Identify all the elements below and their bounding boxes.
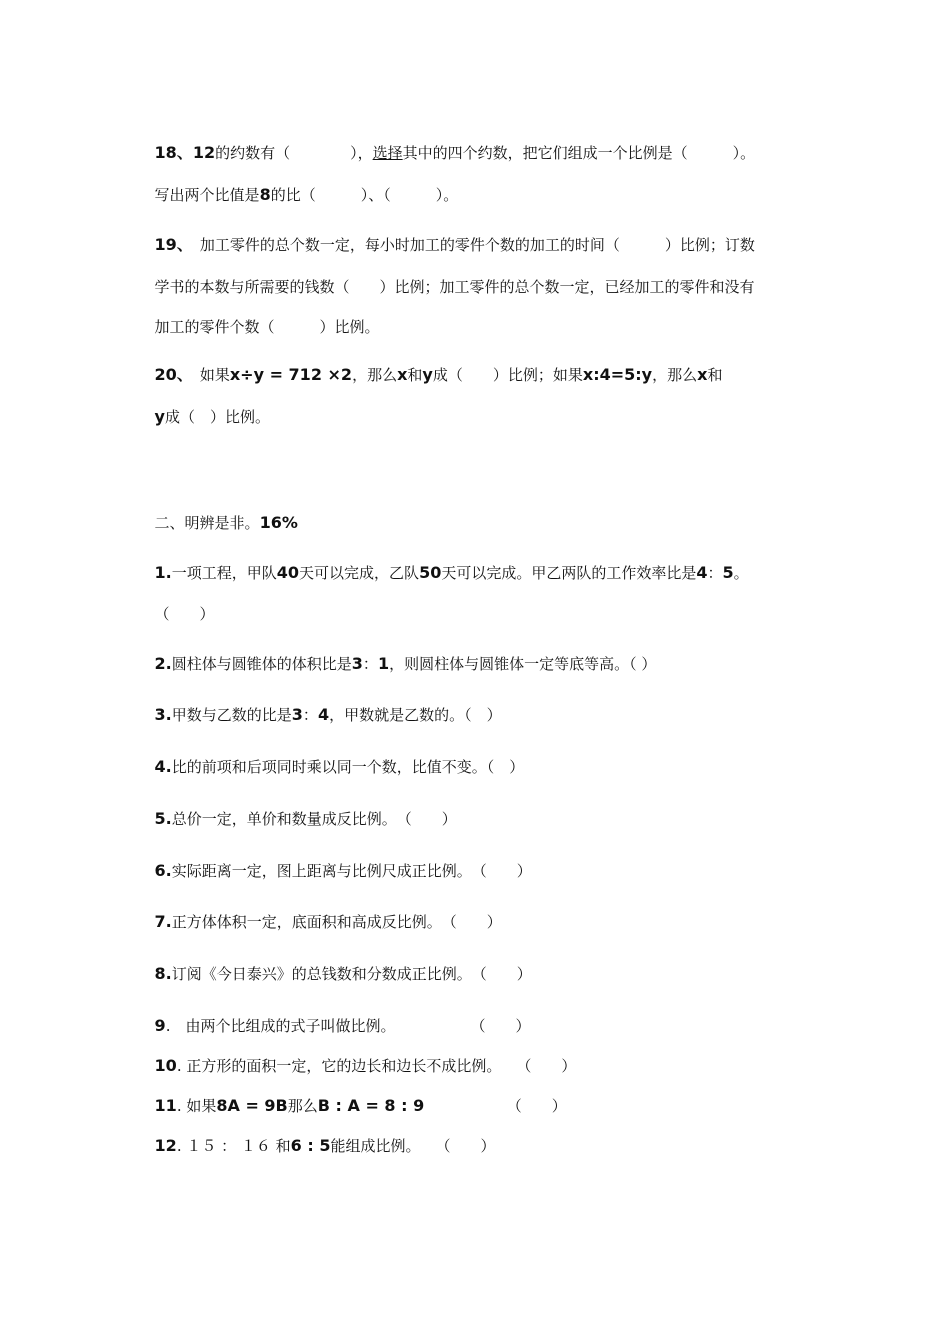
section2-heading-text: 二、明辨是非。 [154, 514, 260, 532]
q20-t6: 和 [707, 366, 723, 384]
item-number: 9 [154, 1016, 166, 1035]
tf-item-2 [145, 634, 656, 674]
q18-number: 18、 [154, 143, 193, 162]
item-value: 8A = 9B [216, 1096, 288, 1115]
tf-item-11 [145, 1076, 567, 1116]
q20-line2 [145, 387, 270, 427]
q18-line1 [145, 123, 755, 163]
tf-item-6 [145, 841, 532, 881]
item-value: 4 [317, 705, 330, 724]
item-number: 5. [154, 809, 172, 828]
q18-text2: 其中的四个约数，把它们组成一个比例是（ ）。 [402, 144, 756, 162]
item-value: 3 [291, 705, 303, 724]
item-value: 50 [419, 563, 442, 582]
tf-item-12 [145, 1116, 495, 1156]
item-text: 那么 [287, 1097, 318, 1115]
q20-expr1: x÷y = 712 ×2 [229, 365, 353, 384]
q20-y: y [422, 365, 433, 384]
tf-item-7 [145, 892, 502, 932]
item-text: . 如果 [176, 1097, 217, 1115]
q20-expr2: x:4=5:y [582, 365, 653, 384]
q18-n12: 12 [192, 143, 216, 162]
tf-item-10 [145, 1036, 576, 1076]
item-text: ： [362, 655, 378, 673]
q19-text2: 学书的本数与所需要的钱数（ ）比例；加工零件的总个数一定，已经加工的零件和没有 [154, 278, 755, 296]
item-text: 总价一定，单价和数量成反比例。 （ ） [171, 810, 457, 828]
item-value: 40 [276, 563, 300, 582]
q20-x2: x [697, 365, 708, 384]
q18-underlined-word: 选择 [372, 144, 403, 162]
q20-t1: 如果 [184, 366, 230, 384]
q20-x: x [397, 365, 408, 384]
q20-t4: 成（ ）比例；如果 [432, 366, 583, 384]
tf-item-3 [145, 685, 502, 725]
item-text: 订阅《今日泰兴》的总钱数和分数成正比例。 （ ） [171, 965, 532, 983]
item-number: 7. [154, 912, 172, 931]
tf-item-9 [145, 996, 530, 1036]
q20-t2: ，那么 [352, 366, 398, 384]
item-number: 1. [154, 563, 172, 582]
item-text: ： [302, 706, 318, 724]
tf-item-1-continued [145, 584, 215, 624]
item-text: 实际距离一定，图上距离与比例尺成正比例。 （ ） [171, 862, 532, 880]
tf-item-8 [145, 944, 532, 984]
q19-line3 [145, 297, 380, 337]
q20-number: 20、 [154, 365, 185, 384]
item-text: ： [707, 564, 723, 582]
tf-item-1 [145, 543, 749, 583]
item-text: 天可以完成。甲乙两队的工作效率比是 [441, 564, 697, 582]
q18-line2-b: 的比（ ）、（ ）。 [270, 186, 459, 204]
item-number: 10 [154, 1056, 177, 1075]
item-number: 6. [154, 861, 172, 880]
item-value: 1 [377, 654, 390, 673]
item-text: ，甲数就是乙数的。（ ） [329, 706, 502, 724]
tf-item-5 [145, 789, 457, 829]
q20-y2: y [154, 407, 165, 426]
item-value: B : A = 8 : 9 [317, 1096, 425, 1115]
item-value: 5 [722, 563, 734, 582]
item-text: 一项工程，甲队 [171, 564, 277, 582]
answer-parentheses: （ ） [154, 605, 215, 623]
item-number: 8. [154, 964, 172, 983]
q20-t7: 成（ ）比例。 [164, 408, 270, 426]
item-value: 4 [696, 563, 708, 582]
item-number: 4. [154, 757, 172, 776]
item-text: 圆柱体与圆锥体的体积比是 [171, 655, 352, 673]
q18-n8: 8 [259, 185, 271, 204]
q19-number: 19、 [154, 235, 185, 254]
item-text: 能组成比例。 （ ） [330, 1137, 496, 1155]
item-number: 2. [154, 654, 172, 673]
q18-line2 [145, 165, 458, 205]
item-text: 。 [733, 564, 749, 582]
item-text: . １５ ： １６ 和 [176, 1137, 291, 1155]
item-text: 比的前项和后项同时乘以同一个数，比值不变。（ ） [171, 758, 525, 776]
q18-line2-a: 写出两个比值是 [154, 186, 260, 204]
section2-heading [145, 493, 298, 533]
q18-text1: 的约数有（ ）， [215, 144, 373, 162]
tf-item-4 [145, 737, 524, 777]
q20-line1 [145, 345, 722, 385]
item-text: 天可以完成，乙队 [299, 564, 420, 582]
item-text: . 由两个比组成的式子叫做比例。 （ ） [165, 1017, 531, 1035]
item-text: ，则圆柱体与圆锥体一定等底等高。（ ） [389, 655, 657, 673]
q20-t5: ，那么 [652, 366, 698, 384]
section2-heading-pct: 16% [259, 513, 298, 532]
item-text: 甲数与乙数的比是 [171, 706, 292, 724]
q20-t3: 和 [407, 366, 423, 384]
q19-line1 [145, 215, 755, 255]
item-value: 6 : 5 [290, 1136, 331, 1155]
item-text: 正方体体积一定，底面积和高成反比例。 （ ） [171, 913, 502, 931]
item-number: 3. [154, 705, 172, 724]
q19-line2 [145, 257, 755, 297]
item-number: 11 [154, 1096, 177, 1115]
item-value: 3 [351, 654, 363, 673]
q19-text3: 加工的零件个数（ ）比例。 [154, 318, 380, 336]
item-text: （ ） [424, 1097, 567, 1115]
item-text: . 正方形的面积一定，它的边长和边长不成比例。 （ ） [176, 1057, 577, 1075]
q19-text1: 加工零件的总个数一定，每小时加工的零件个数的加工的时间（ ）比例；订数 [184, 236, 755, 254]
item-number: 12 [154, 1136, 177, 1155]
